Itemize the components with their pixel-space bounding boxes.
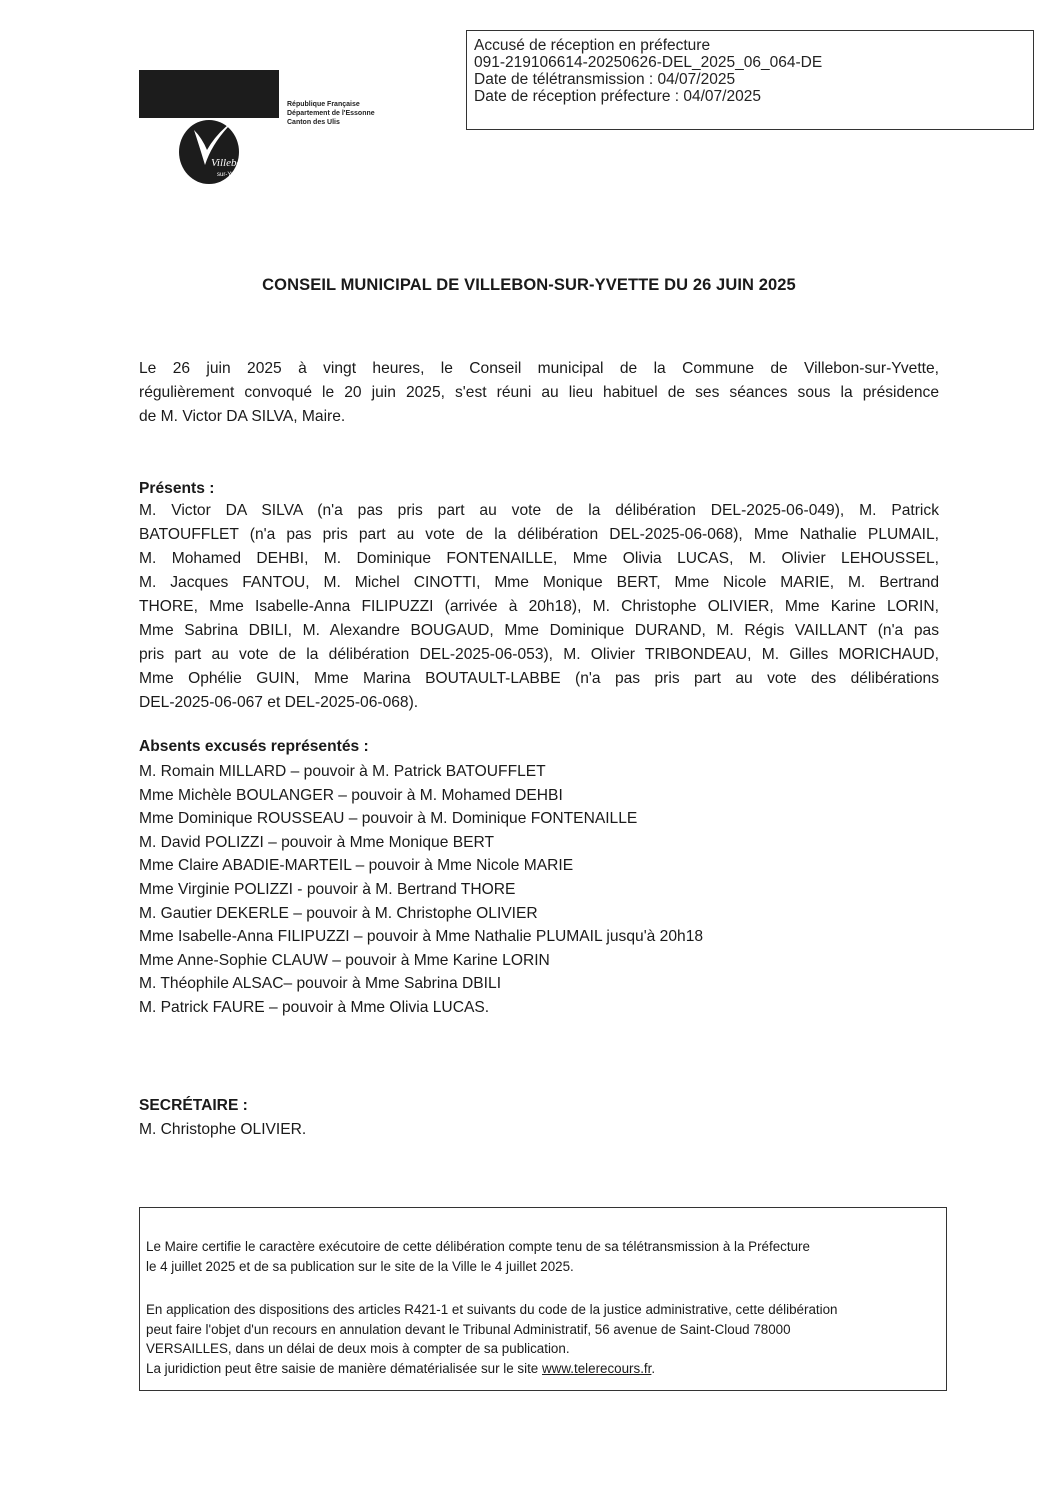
presents-heading: Présents : [139,480,215,497]
secretaire-heading: SECRÉTAIRE : [139,1097,248,1114]
absent-item: Mme Virginie POLIZZI - pouvoir à M. Bertrand THORE [139,880,516,898]
presents-line: THORE, Mme Isabelle-Anna FILIPUZZI (arrivée à 20h18), M. Christophe OLIVIER, Mme Karine LORIN, [139,598,939,615]
stamp-line: 091-219106614-20250626-DEL_2025_06_064-DE [474,54,823,71]
absent-item: Mme Anne-Sophie CLAUW – pouvoir à Mme Karine LORIN [139,951,550,969]
telerecours-suffix: . [651,1360,656,1376]
logo-caption-line: République Française [287,101,360,108]
svg-text:sur-Yvette: sur-Yvette [217,172,245,178]
presents-line: Mme Ophélie GUIN, Mme Marina BOUTAULT-LABBE (n'a pas pris part au vote des délibérations [139,670,939,687]
presents-line: Mme Sabrina DBILI, M. Alexandre BOUGAUD, Mme Dominique DURAND, M. Régis VAILLANT (n'a pas [139,622,939,639]
absent-item: M. David POLIZZI – pouvoir à Mme Monique BERT [139,833,495,851]
stamp-line: Date de télétransmission : 04/07/2025 [474,71,736,88]
recours-paragraph [146,1300,928,1378]
reception-stamp [466,30,1034,130]
villebon-logo [139,70,279,185]
villebon-logo-icon [139,70,279,185]
intro-line: Le 26 juin 2025 à vingt heures, le Conseil municipal de la Commune de Villebon-sur-Yvette, [139,360,939,377]
presents-paragraph [139,499,939,715]
telerecours-link[interactable]: www.telerecours.fr [541,1360,652,1376]
document-title: CONSEIL MUNICIPAL DE VILLEBON-SUR-YVETTE DU 26 JUIN 2025 [262,276,796,294]
absent-item: Mme Dominique ROUSSEAU – pouvoir à M. Dominique FONTENAILLE [139,810,638,828]
presents-line: M. Jacques FANTOU, M. Michel CINOTTI, Mme Monique BERT, Mme Nicole MARIE, M. Bertrand [139,574,939,591]
recours-line: En application des dispositions des articles R421-1 et suivants du code de la justice administrative, cette délibération [146,1302,838,1317]
absents-list [139,760,703,1020]
telerecours-text: La juridiction peut être saisie de manière dématérialisée sur le site [146,1360,542,1376]
absent-item: Mme Michèle BOULANGER – pouvoir à M. Mohamed DEHBI [139,786,563,804]
logo-caption-line: Département de l'Essonne [287,110,375,117]
absents-heading: Absents excusés représentés : [139,738,369,755]
absent-item: M. Romain MILLARD – pouvoir à M. Patrick BATOUFFLET [139,763,546,780]
presents-line: pris part au vote de la délibération DEL-2025-06-053), M. Olivier TRIBONDEAU, M. Gilles MORICHAUD, [139,646,939,663]
recours-line: VERSAILLES, dans un délai de deux mois à compter de sa publication. [146,1341,570,1356]
intro-line: régulièrement convoqué le 20 juin 2025, s'est réuni au lieu habituel de ses séances sous la présidence [139,384,939,401]
absent-item: M. Patrick FAURE – pouvoir à Mme Olivia LUCAS. [139,998,490,1016]
presents-line: DEL-2025-06-067 et DEL-2025-06-068). [139,694,419,711]
absent-item: M. Théophile ALSAC– pouvoir à Mme Sabrina DBILI [139,975,502,993]
stamp-line: Accusé de réception en préfecture [474,37,711,54]
secretaire-name: M. Christophe OLIVIER. [139,1121,307,1138]
logo-caption-line: Canton des Ulis [287,119,340,126]
certification-line: le 4 juillet 2025 et de sa publication sur le site de la Ville le 4 juillet 2025. [146,1258,574,1274]
svg-text:Villebon: Villebon [211,157,248,169]
certification-line: Le Maire certifie le caractère exécutoire de cette délibération compte tenu de sa télétransmission à la Préfecture [146,1239,810,1254]
intro-paragraph [139,357,939,429]
absent-item: Mme Claire ABADIE-MARTEIL – pouvoir à Mme Nicole MARIE [139,857,574,875]
telerecours-line [146,1359,928,1379]
logo-caption [287,100,375,127]
presents-line: BATOUFFLET (n'a pas pris part au vote de la délibération DEL-2025-06-068), Mme Nathalie PLUMAIL, [139,526,939,543]
recours-line: peut faire l'objet d'un recours en annulation devant le Tribunal Administratif, 56 avenue de Saint-Cloud 78000 [146,1321,791,1337]
stamp-line: Date de réception préfecture : 04/07/2025 [474,88,761,105]
presents-line: M. Mohamed DEHBI, M. Dominique FONTENAILLE, Mme Olivia LUCAS, M. Olivier LEHOUSSEL, [139,550,939,567]
absent-item: Mme Isabelle-Anna FILIPUZZI – pouvoir à Mme Nathalie PLUMAIL jusqu'à 20h18 [139,928,704,946]
presents-line: M. Victor DA SILVA (n'a pas pris part au vote de la délibération DEL-2025-06-049), M. Patrick [139,502,939,519]
certification-paragraph [146,1237,928,1276]
intro-line: de M. Victor DA SILVA, Maire. [139,408,346,425]
absent-item: M. Gautier DEKERLE – pouvoir à M. Christophe OLIVIER [139,904,538,922]
